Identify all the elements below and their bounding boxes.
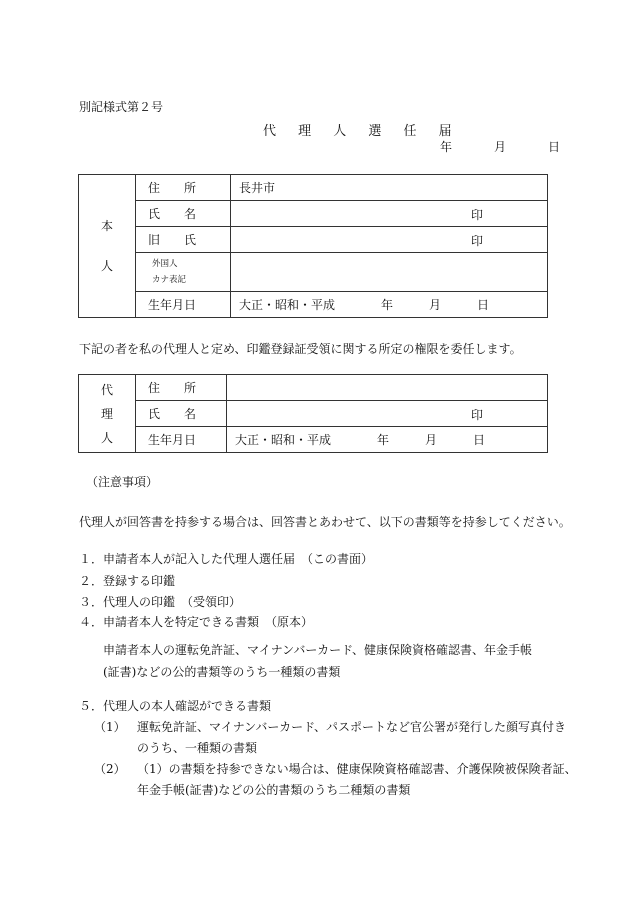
foreign-kana-field[interactable] [231, 253, 548, 292]
seal-mark: 印 [470, 408, 483, 422]
list-item-2: ２．登録する印鑑 [79, 574, 176, 588]
date-month-label: 月 [494, 140, 507, 154]
sub-item-1-text: のうち、一種類の書類 [137, 741, 258, 755]
agent-address-field[interactable] [227, 375, 548, 401]
list-item-1: １．申請者本人が記入した代理人選任届 （この書面） [79, 552, 374, 566]
sub-item-2-text: （1）の書類を持参できない場合は、健康保険資格確認書、介護保険被保険者証、 [137, 762, 577, 776]
birthdate-field[interactable]: 大正・昭和・平成 年 月 日 [231, 292, 548, 318]
old-name-label: 旧 氏 [136, 227, 231, 253]
page-title: 代 理 人 選 任 届 [263, 124, 461, 139]
agent-birthdate-field[interactable]: 大正・昭和・平成 年 月 日 [227, 427, 548, 453]
form-id: 別記様式第２号 [79, 100, 164, 114]
seal-mark: 印 [470, 208, 483, 222]
list-item-5: ５．代理人の本人確認ができる書類 [79, 699, 272, 713]
notes-intro: 代理人が回答書を持参する場合は、回答書とあわせて、以下の書類等を持参してください。 [79, 515, 571, 529]
sub-item-1-text: 運転免許証、マイナンバーカード、パスポートなど官公署が発行した顔写真付き [137, 720, 567, 734]
sub-item-2-number: （2） [94, 762, 126, 776]
agent-name-label: 氏 名 [136, 401, 227, 427]
name-label: 氏 名 [136, 201, 231, 227]
list-item-4: ４．申請者本人を特定できる書類 （原本） [79, 615, 314, 629]
sub-item-2-text: 年金手帳(証書)などの公的書類のうち二種類の書類 [137, 783, 411, 797]
date-line [440, 138, 560, 155]
list-item-4-detail: 申請者本人の運転免許証、マイナンバーカード、健康保険資格確認書、年金手帳 [103, 643, 533, 657]
list-item-4-detail: (証書)などの公的書類等のうち一種類の書類 [103, 665, 341, 679]
birthdate-label: 生年月日 [136, 292, 231, 318]
agent-table [78, 374, 548, 453]
sub-item-1-number: （1） [94, 720, 126, 734]
agent-name-field[interactable] [227, 401, 548, 427]
date-day-label: 日 [548, 140, 561, 154]
delegation-text: 下記の者を私の代理人と定め、印鑑登録証受領に関する所定の権限を委任します。 [79, 342, 522, 356]
agent-address-label: 住 所 [136, 375, 227, 401]
name-field[interactable] [231, 201, 548, 227]
address-field[interactable]: 長井市 [231, 175, 548, 201]
old-name-field[interactable] [231, 227, 548, 253]
date-year-label: 年 [440, 140, 453, 154]
address-label: 住 所 [136, 175, 231, 201]
principal-table [78, 174, 548, 318]
principal-side-label: 本 人 [79, 175, 136, 318]
seal-mark: 印 [470, 234, 483, 248]
list-item-3: ３．代理人の印鑑 （受領印） [79, 595, 242, 609]
foreign-kana-label: 外国人 カナ表記 [136, 253, 231, 292]
notes-heading: （注意事項） [86, 475, 159, 489]
agent-birthdate-label: 生年月日 [136, 427, 227, 453]
agent-side-label: 代 理 人 [79, 375, 136, 453]
